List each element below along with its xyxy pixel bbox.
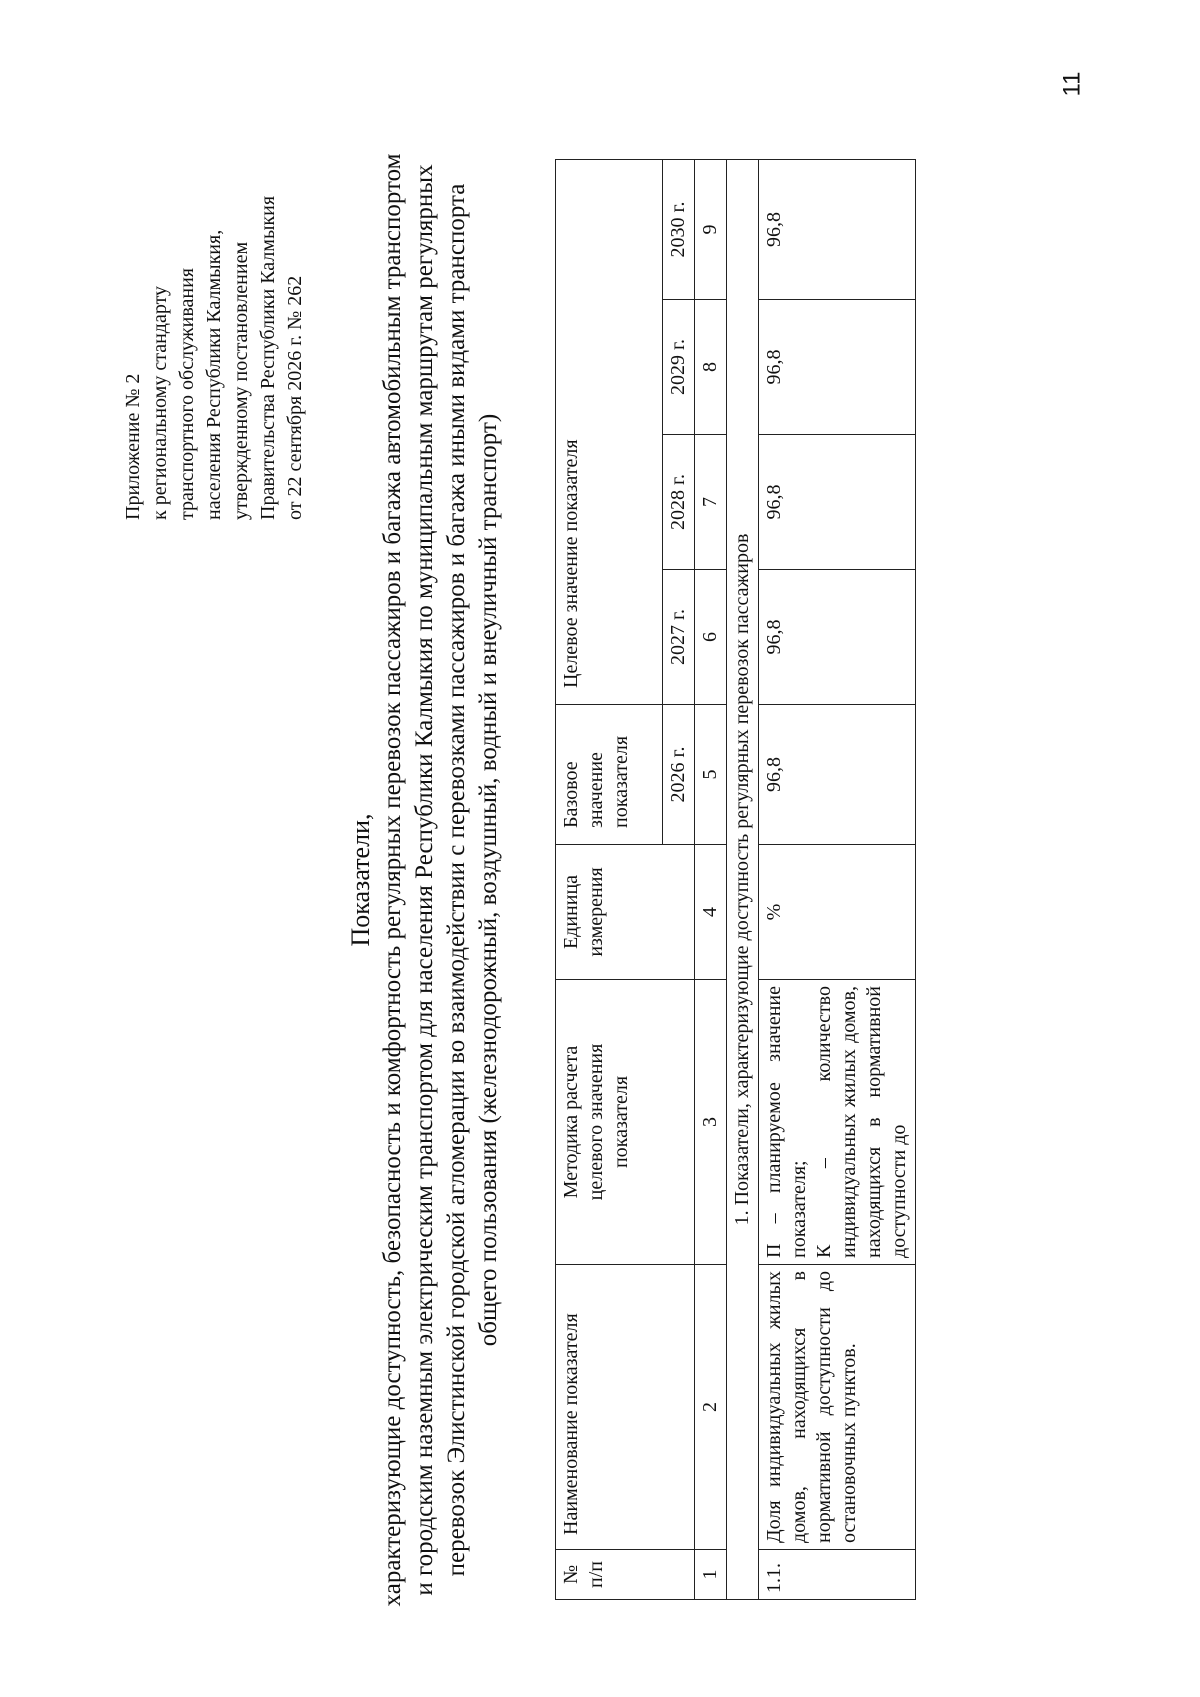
row-method xyxy=(759,980,916,1265)
header-row xyxy=(556,160,663,1600)
document-title xyxy=(345,150,505,1610)
row-value-2029: 96,8 xyxy=(759,300,916,435)
annex-line: Правительства Республики Калмыкия xyxy=(257,195,279,520)
annex-line: транспортного обслуживания xyxy=(176,268,198,520)
year-2028: 2028 г. xyxy=(663,435,695,570)
col-number: 5 xyxy=(695,705,727,845)
table-row xyxy=(759,160,916,1600)
col-number: 1 xyxy=(695,1550,727,1600)
row-value-2030: 96,8 xyxy=(759,160,916,300)
row-num: 1.1. xyxy=(759,1550,916,1600)
row-value-2027: 96,8 xyxy=(759,570,916,705)
title-body: характеризующие доступность, безопасность и комфортность регулярных перевозок пассажиров и багажа автомобильным транспортом и городским наземным электрическим транспортом для населения Республики Калмыкия по муниципальным маршрутам регулярных перевозок Элистинской городской агломерации во взаимодействии с перевозками пассажиров и багажа иными видами транспорта общего пользования (железнодорожный, воздушный, водный и внеуличный транспорт) xyxy=(379,153,502,1607)
year-2030: 2030 г. xyxy=(663,160,695,300)
rotated-page xyxy=(0,110,1000,1650)
col-number: 2 xyxy=(695,1265,727,1550)
indicators-table xyxy=(555,159,916,1600)
column-numbers-row xyxy=(695,160,727,1600)
header-unit: Единица измерения xyxy=(556,845,695,980)
col-number: 9 xyxy=(695,160,727,300)
annex-line: Приложение № 2 xyxy=(122,373,144,520)
header-base: Базовое значение показателя xyxy=(556,705,663,845)
col-number: 4 xyxy=(695,845,727,980)
row-unit: % xyxy=(759,845,916,980)
row-value-2028: 96,8 xyxy=(759,435,916,570)
method-line: К – количество индивидуальных жилых домов, находящихся в нормативной доступности до xyxy=(813,986,910,1258)
col-number: 3 xyxy=(695,980,727,1265)
annex-line: к региональному стандарту xyxy=(149,285,171,520)
year-2026: 2026 г. xyxy=(663,705,695,845)
title-heading: Показатели, xyxy=(346,813,375,947)
row-name: Доля индивидуальных жилых домов, находящихся в нормативной доступности до остановочных пунктов. xyxy=(759,1265,916,1550)
page-number: 11 xyxy=(1058,71,1086,97)
col-number: 6 xyxy=(695,570,727,705)
year-2027: 2027 г. xyxy=(663,570,695,705)
row-base-value: 96,8 xyxy=(759,705,916,845)
annex-line: населения Республики Калмыкия, xyxy=(203,229,225,520)
annex-line: утвержденному постановлением xyxy=(230,241,252,520)
header-method: Методика расчета целевого значения показателя xyxy=(556,980,695,1265)
col-number: 8 xyxy=(695,300,727,435)
col-number: 7 xyxy=(695,435,727,570)
method-line: П – планируемое значение показателя; xyxy=(763,986,810,1258)
annex-line: от 22 сентября 2026 г. № 262 xyxy=(284,275,306,520)
header-num: № п/п xyxy=(556,1550,695,1600)
header-target: Целевое значение показателя xyxy=(556,160,663,705)
header-name: Наименование показателя xyxy=(556,1265,695,1550)
section-title: 1. Показатели, характеризующие доступность регулярных перевозок пассажиров xyxy=(727,160,759,1600)
year-2029: 2029 г. xyxy=(663,300,695,435)
section-row xyxy=(727,160,759,1600)
annex-block xyxy=(120,120,309,520)
